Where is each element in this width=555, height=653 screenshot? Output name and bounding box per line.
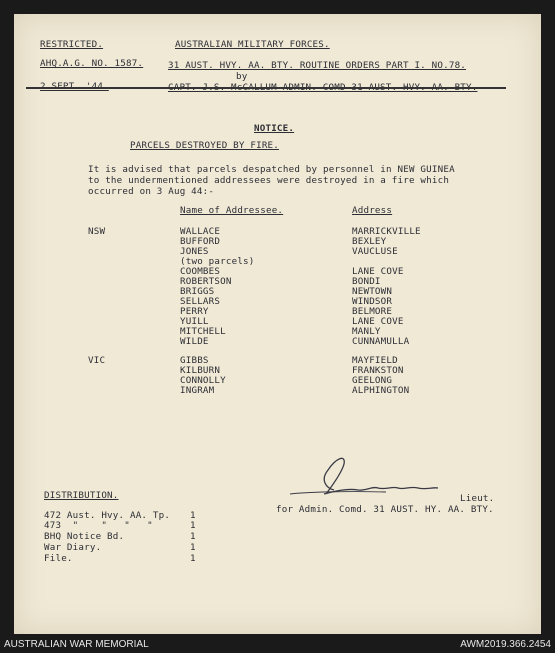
distribution-qty: 1: [190, 520, 196, 531]
addressee-name: BUFFORD: [180, 236, 221, 247]
notice-body-line: It is advised that parcels despatched by personnel in NEW GUINEA: [88, 164, 455, 175]
forces-heading: AUSTRALIAN MILITARY FORCES.: [175, 39, 330, 50]
addressee-name: SELLARS: [180, 296, 221, 307]
addressee-address: LANE COVE: [352, 316, 404, 327]
column-header-address: Address: [352, 205, 393, 216]
restricted-label: RESTRICTED.: [40, 39, 104, 50]
addressee-address: MARRICKVILLE: [352, 226, 421, 237]
state-label-nsw: NSW: [88, 226, 106, 237]
distribution-recipient: War Diary.: [44, 542, 102, 553]
addressee-name: INGRAM: [180, 385, 215, 396]
addressee-name: YUILL: [180, 316, 209, 327]
distribution-qty: 1: [190, 542, 196, 553]
handwritten-signature: [286, 450, 446, 502]
notice-body-line: occurred on 3 Aug 44:-: [88, 186, 215, 197]
distribution-qty: 1: [190, 531, 196, 542]
addressee-address: FRANKSTON: [352, 365, 404, 376]
addressee-address: BEXLEY: [352, 236, 387, 247]
addressee-name: GIBBS: [180, 355, 209, 366]
distribution-recipient: File.: [44, 553, 73, 564]
reference-number: AHQ.A.G. NO. 1587.: [40, 58, 144, 69]
addressee-note: (two parcels): [180, 256, 255, 267]
addressee-address: ALPHINGTON: [352, 385, 410, 396]
addressee-address: MANLY: [352, 326, 381, 337]
addressee-address: CUNNAMULLA: [352, 336, 410, 347]
distribution-title: DISTRIBUTION.: [44, 490, 119, 501]
distribution-qty: 1: [190, 553, 196, 564]
archive-credit: AUSTRALIAN WAR MEMORIAL: [4, 639, 149, 650]
addressee-address: VAUCLUSE: [352, 246, 398, 257]
addressee-name: ROBERTSON: [180, 276, 232, 287]
notice-body-line: to the undermentioned addressees were destroyed in a fire which: [88, 175, 450, 186]
addressee-address: GEELONG: [352, 375, 393, 386]
addressee-name: BRIGGS: [180, 286, 215, 297]
addressee-name: JONES: [180, 246, 209, 257]
addressee-name: CONNOLLY: [180, 375, 226, 386]
distribution-qty: 1: [190, 510, 196, 521]
by-label: by: [236, 71, 248, 82]
addressee-name: WALLACE: [180, 226, 221, 237]
addressee-address: MAYFIELD: [352, 355, 398, 366]
distribution-recipient: BHQ Notice Bd.: [44, 531, 125, 542]
state-label-vic: VIC: [88, 355, 106, 366]
header-rule: [26, 87, 506, 89]
addressee-address: WINDSOR: [352, 296, 393, 307]
addressee-name: MITCHELL: [180, 326, 226, 337]
archive-id: AWM2019.366.2454: [460, 639, 551, 650]
addressee-address: BELMORE: [352, 306, 393, 317]
notice-title: NOTICE.: [254, 123, 295, 134]
distribution-recipient: 473 " " " ": [44, 520, 153, 531]
signatory-line: for Admin. Comd. 31 AUST. HY. AA. BTY.: [276, 504, 494, 515]
addressee-name: WILDE: [180, 336, 209, 347]
notice-subtitle: PARCELS DESTROYED BY FIRE.: [130, 140, 280, 151]
addressee-name: PERRY: [180, 306, 209, 317]
signatory-rank: Lieut.: [460, 493, 495, 504]
addressee-address: NEWTOWN: [352, 286, 393, 297]
addressee-address: BONDI: [352, 276, 381, 287]
addressee-name: COOMBES: [180, 266, 221, 277]
column-header-name: Name of Addressee.: [180, 205, 284, 216]
orders-title: 31 AUST. HVY. AA. BTY. ROUTINE ORDERS PART I. NO.78.: [168, 60, 467, 71]
addressee-name: KILBURN: [180, 365, 221, 376]
addressee-address: LANE COVE: [352, 266, 404, 277]
distribution-recipient: 472 Aust. Hvy. AA. Tp.: [44, 510, 171, 521]
